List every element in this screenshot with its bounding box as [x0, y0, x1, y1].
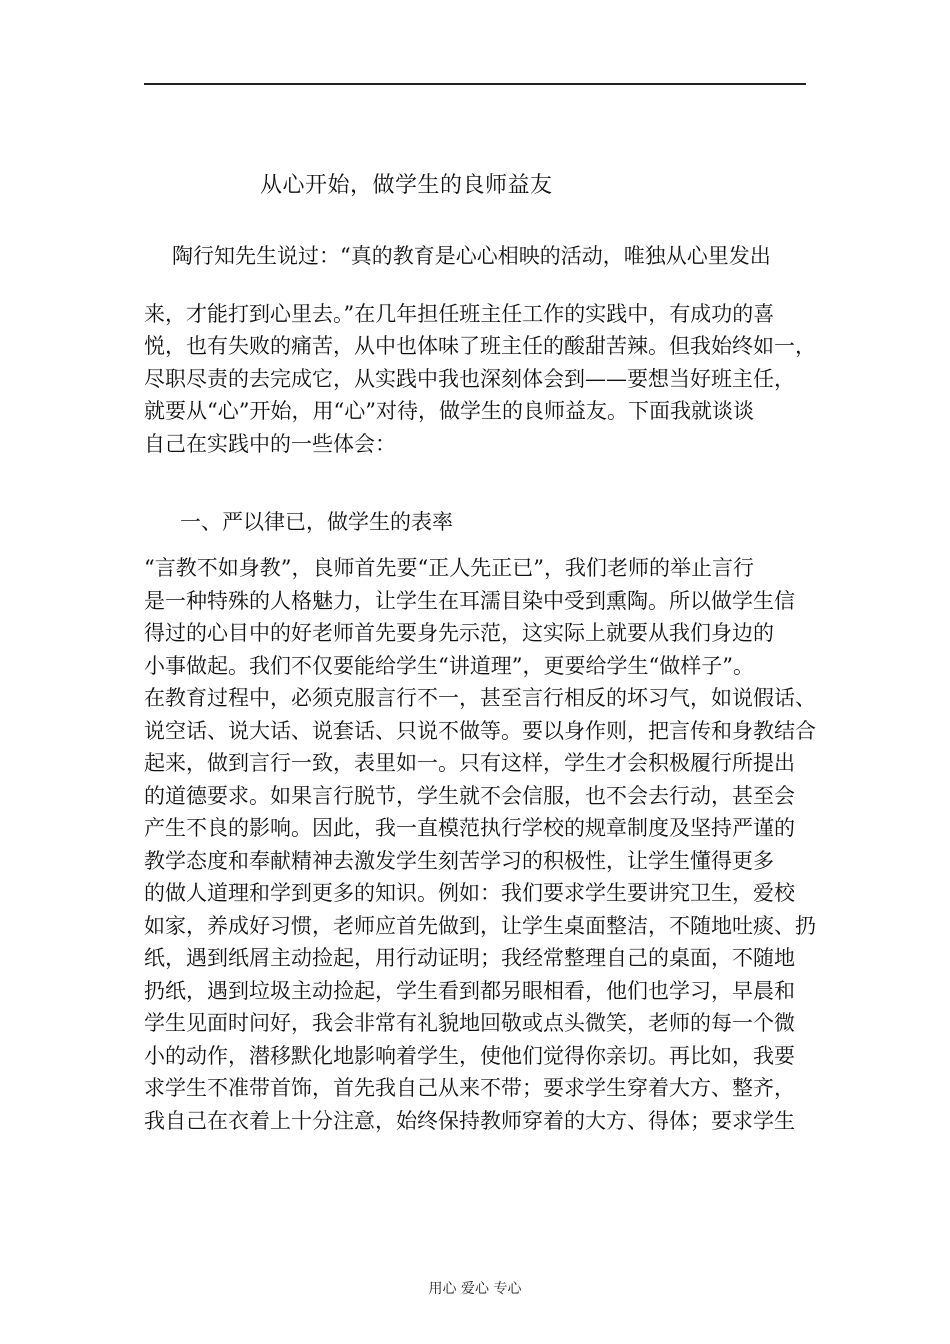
paragraph-line: 陶行知先生说过：“真的教育是心心相映的活动，唯独从心里发出: [172, 244, 771, 268]
paragraph-line: 是一种特殊的人格魅力，让学生在耳濡目染中受到熏陶。所以做学生信: [144, 588, 795, 613]
intro-paragraph: [144, 240, 824, 460]
page-footer: 用心 爱心 专心: [428, 1281, 522, 1297]
paragraph-line: 就要从“心”开始，用“心”对待，做学生的良师益友。下面我就谈谈: [144, 399, 754, 423]
paragraph-line: 的做人道理和学到更多的知识。例如：我们要求学生要讲究卫生，爱校: [144, 881, 795, 905]
paragraph-line: 的道德要求。如果言行脱节，学生就不会信服，也不会去行动，甚至会: [144, 783, 795, 808]
paragraph-line: 得过的心目中的好老师首先要身先示范，这实际上就要从我们身边的: [144, 621, 774, 645]
paragraph-line: 扔纸，遇到垃圾主动捡起，学生看到都另眼相看，他们也学习，早晨和: [144, 978, 795, 1003]
paragraph-line: 尽职尽责的去完成它，从实践中我也深刻体会到——要想当好班主任，: [144, 366, 795, 391]
paragraph-line: 小事做起。我们不仅要能给学生“讲道理”，更要给学生“做样子”。: [144, 653, 754, 678]
paragraph-line: 自己在实践中的一些体会：: [144, 431, 396, 456]
body-paragraph: [144, 552, 824, 1137]
paragraph-line: 悦，也有失败的痛苦，从中也体味了班主任的酸甜苦辣。但我始终如一，: [144, 334, 816, 358]
paragraph-line: 教学态度和奉献精神去激发学生刻苦学习的积极性，让学生懂得更多: [144, 848, 774, 873]
paragraph-line: 产生不良的影响。因此，我一直模范执行学校的规章制度及坚持严谨的: [144, 816, 795, 840]
document-title: 从心开始，做学生的良师益友: [260, 173, 553, 198]
paragraph-line: 小的动作，潜移默化地影响着学生，使他们觉得你亲切。再比如，我要: [144, 1043, 795, 1068]
paragraph-line: 我自己在衣着上十分注意，始终保持教师穿着的大方、得体；要求学生: [144, 1108, 795, 1133]
paragraph-line: 求学生不准带首饰，首先我自己从来不带；要求学生穿着大方、整齐，: [144, 1076, 795, 1100]
paragraph-line: 学生见面时问好，我会非常有礼貌地回敬或点头微笑，老师的每一个微: [144, 1011, 795, 1035]
paragraph-line: “言教不如身教”，良师首先要“正人先正已”，我们老师的举止言行: [144, 556, 754, 580]
paragraph-line: 在教育过程中，必须克服言行不一，甚至言行相反的坏习气，如说假话、: [144, 686, 816, 710]
paragraph-line: 起来，做到言行一致，表里如一。只有这样，学生才会积极履行所提出: [144, 751, 795, 775]
paragraph-line: 纸，遇到纸屑主动捡起，用行动证明；我经常整理自己的桌面，不随地: [144, 946, 795, 970]
paragraph-line: 来，才能打到心里去。”在几年担任班主任工作的实践中，有成功的喜: [144, 301, 775, 326]
paragraph-line: 说空话、说大话、说套话、只说不做等。要以身作则，把言传和身教结合: [144, 718, 816, 743]
header-rule: [144, 83, 806, 85]
section-heading: 一、严以律已，做学生的表率: [180, 510, 453, 534]
paragraph-line: 如家，养成好习惯，老师应首先做到，让学生桌面整洁，不随地吐痰、扔: [144, 913, 816, 938]
